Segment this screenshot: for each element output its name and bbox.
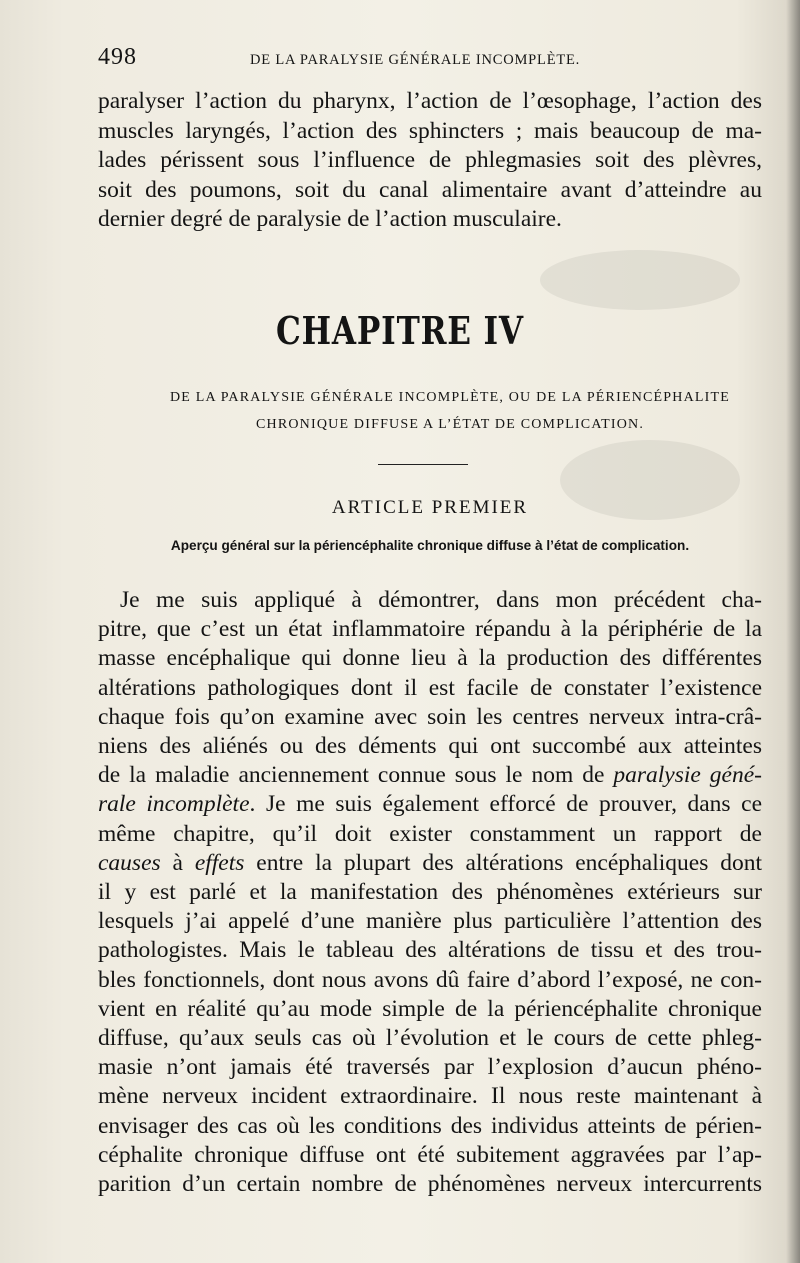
- page-edge-shadow: [786, 0, 800, 1263]
- section-divider: [378, 464, 468, 465]
- italic-term: effets: [194, 849, 245, 876]
- text-line: pathologistes. Mais le tableau des altérations de tissu et des trou-: [98, 937, 762, 964]
- text-line: masse encéphalique qui donne lieu à la production des différentes: [98, 645, 762, 672]
- italic-term: paralysie géné-: [613, 762, 762, 789]
- text-line: parition d’un certain nombre de phénomènes nerveux intercurrents: [98, 1171, 762, 1198]
- text-line: niens des aliénés ou des déments qui ont succombé aux atteintes: [98, 733, 762, 760]
- intro-paragraph: [98, 87, 762, 235]
- text-run: de la maladie anciennement connue sous le nom de: [98, 762, 614, 789]
- page-number: 498: [98, 44, 137, 70]
- text-line: il y est parlé et la manifestation des phénomènes extérieurs sur: [98, 879, 762, 906]
- page-header: [98, 44, 758, 74]
- text-line: chaque fois qu’on examine avec soin les centres nerveux intra-crâ-: [98, 703, 762, 730]
- text-line: même chapitre, qu’il doit exister constamment un rapport de: [98, 820, 762, 847]
- chapter-title: CHAPITRE IV: [276, 308, 524, 353]
- bleed-through-stain: [540, 250, 740, 310]
- text-line: lades périssent sous l’influence de phlegmasies soit des plèvres,: [98, 147, 762, 174]
- text-line: [98, 790, 762, 819]
- italic-term: causes: [98, 849, 161, 876]
- text-run: . Je me suis également efforcé de prouver, dans ce: [249, 791, 762, 818]
- text-line: pitre, que c’est un état inflammatoire répandu à la périphérie de la: [98, 616, 762, 643]
- text-line: mène nerveux incident extraordinaire. Il nous reste maintenant à: [98, 1083, 762, 1110]
- text-line: lesquels j’ai appelé d’une manière plus particulière l’attention des: [98, 908, 762, 935]
- chapter-subtitle-line-1: DE LA PARALYSIE GÉNÉRALE INCOMPLÈTE, OU DE LA PÉRIENCÉPHALITE: [169, 390, 731, 405]
- text-line: vient en réalité qu’au mode simple de la périencéphalite chronique: [98, 995, 762, 1022]
- text-line: soit des poumons, soit du canal alimentaire avant d’atteindre au: [98, 176, 762, 203]
- chapter-subtitle: [110, 384, 790, 438]
- text-run: à: [160, 849, 195, 876]
- text-line: dernier degré de paralysie de l’action musculaire.: [98, 206, 562, 233]
- text-line: Je me suis appliqué à démontrer, dans mon précédent cha-: [120, 587, 762, 613]
- text-line: [98, 849, 762, 878]
- text-line: paralyser l’action du pharynx, l’action de l’œsophage, l’action des: [98, 88, 762, 114]
- main-paragraph: [98, 586, 762, 1199]
- text-line: altérations pathologiques dont il est facile de constater l’existence: [98, 674, 762, 701]
- article-title: ARTICLE PREMIER: [331, 497, 529, 518]
- text-line: bles fonctionnels, dont nous avons dû faire d’abord l’exposé, ne con-: [98, 966, 762, 993]
- text-line: céphalite chronique diffuse ont été subitement aggravées par l’ap-: [98, 1141, 762, 1168]
- text-line: muscles laryngés, l’action des sphincters ; mais beaucoup de ma-: [98, 117, 762, 144]
- article-subtitle: Aperçu général sur la périencéphalite chronique diffuse à l’état de complication.: [170, 538, 690, 553]
- text-line: [98, 761, 762, 790]
- chapter-subtitle-line-2: CHRONIQUE DIFFUSE A L’ÉTAT DE COMPLICATION.: [255, 417, 645, 432]
- text-line: diffuse, qu’aux seuls cas où l’évolution et le cours de cette phleg-: [98, 1025, 762, 1052]
- running-head: DE LA PARALYSIE GÉNÉRALE INCOMPLÈTE.: [250, 52, 581, 68]
- text-line: envisager des cas où les conditions des individus atteints de périen-: [98, 1112, 762, 1139]
- text-run: entre la plupart des altérations encéphaliques dont: [244, 849, 762, 876]
- text-line: masie n’ont jamais été traversés par l’explosion d’aucun phéno-: [98, 1054, 762, 1081]
- italic-term: rale incomplète: [98, 791, 250, 818]
